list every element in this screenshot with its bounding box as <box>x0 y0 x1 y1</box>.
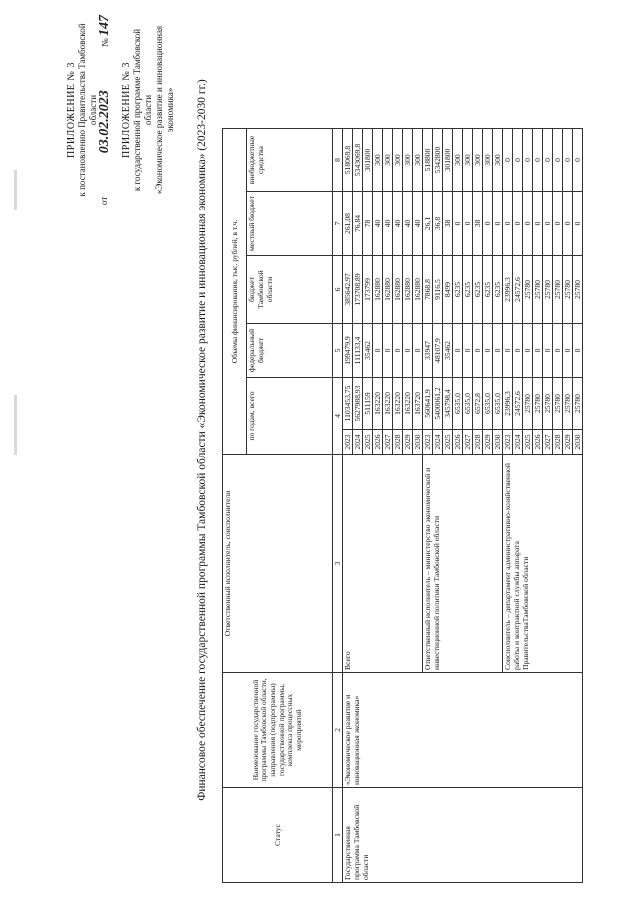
offbudget-cell: 300 <box>403 129 413 192</box>
regional-cell: 6235 <box>463 256 473 324</box>
local-cell: 0 <box>553 192 563 256</box>
column-number: 7 <box>333 192 343 256</box>
financing-table <box>222 128 583 883</box>
local-cell: 40 <box>413 192 423 256</box>
year-cell: 2028 <box>473 430 483 455</box>
total-cell: 25780 <box>543 378 553 430</box>
offbudget-cell: 300 <box>383 129 393 192</box>
offbudget-cell: 0 <box>563 129 573 192</box>
year-cell: 2030 <box>413 430 423 455</box>
offbudget-cell: 0 <box>523 129 533 192</box>
local-cell: 0 <box>563 192 573 256</box>
regional-cell: 25780 <box>563 256 573 324</box>
total-cell: 25780 <box>533 378 543 430</box>
executor-cell: Всего <box>343 455 423 673</box>
offbudget-cell: 300 <box>453 129 463 192</box>
header-regional: бюджет Тамбовской области <box>247 256 333 324</box>
total-cell: 5400061,2 <box>433 378 443 430</box>
federal-cell: 0 <box>413 324 423 378</box>
total-cell: 24572,6 <box>513 378 523 430</box>
year-cell: 2026 <box>373 430 383 455</box>
local-cell: 0 <box>453 192 463 256</box>
column-number: 4 <box>333 378 343 455</box>
local-cell: 36,8 <box>433 192 443 256</box>
federal-cell: 111133,4 <box>353 324 363 378</box>
header-volumes: Объемы финансирования, тыс. рублей, в т.ч. <box>223 129 247 455</box>
regional-cell: 385642,97 <box>343 256 353 324</box>
federal-cell: 0 <box>373 324 383 378</box>
total-cell: 6535,0 <box>463 378 473 430</box>
federal-cell: 0 <box>453 324 463 378</box>
local-cell: 0 <box>493 192 503 256</box>
number-prefix: № <box>100 38 110 47</box>
year-cell: 2029 <box>483 430 493 455</box>
year-cell: 2029 <box>563 430 573 455</box>
federal-cell: 0 <box>553 324 563 378</box>
appendix-title: ПРИЛОЖЕНИЕ № 3 <box>66 62 77 158</box>
total-cell: 1103453,75 <box>343 378 353 430</box>
regional-cell: 25780 <box>573 256 583 324</box>
federal-cell: 0 <box>533 324 543 378</box>
regional-cell: 162880 <box>413 256 423 324</box>
offbudget-cell: 0 <box>573 129 583 192</box>
federal-cell: 0 <box>523 324 533 378</box>
offbudget-cell: 300 <box>393 129 403 192</box>
column-number: 6 <box>333 256 343 324</box>
program-appendix-title: ПРИЛОЖЕНИЕ № 3 <box>121 62 132 158</box>
year-cell: 2029 <box>403 430 413 455</box>
year-cell: 2026 <box>453 430 463 455</box>
regional-cell: 6235 <box>483 256 493 324</box>
local-cell: 261,08 <box>343 192 353 256</box>
regional-cell: 6235 <box>473 256 483 324</box>
year-cell: 2030 <box>493 430 503 455</box>
local-cell: 40 <box>393 192 403 256</box>
regional-cell: 24572,6 <box>513 256 523 324</box>
total-cell: 163720 <box>413 378 423 430</box>
appendix-date-line <box>99 15 111 205</box>
column-number: 8 <box>333 129 343 192</box>
offbudget-cell: 0 <box>503 129 513 192</box>
offbudget-cell: 0 <box>533 129 543 192</box>
program-name-cell: «Экономическое развитие и инновационная экономика» <box>343 673 583 788</box>
regional-cell: 25780 <box>543 256 553 324</box>
year-cell: 2027 <box>543 430 553 455</box>
appendix-header <box>66 15 176 205</box>
federal-cell: 0 <box>563 324 573 378</box>
regional-cell: 6235 <box>453 256 463 324</box>
year-cell: 2026 <box>533 430 543 455</box>
local-cell: 76,84 <box>353 192 363 256</box>
header-executor: Ответственный исполнитель, соисполнители <box>223 455 333 673</box>
document-title: Финансовое обеспечение государственной программы Тамбовской области «Экономическое развитие и инновационная экономика» (2023-2030 гг.) <box>196 79 208 801</box>
year-cell: 2024 <box>513 430 523 455</box>
offbudget-cell: 0 <box>513 129 523 192</box>
year-cell: 2028 <box>553 430 563 455</box>
year-cell: 2027 <box>383 430 393 455</box>
year-cell: 2025 <box>363 430 373 455</box>
regional-cell: 23996,3 <box>503 256 513 324</box>
total-cell: 6535,0 <box>493 378 503 430</box>
total-cell: 511159 <box>363 378 373 430</box>
regional-cell: 6235 <box>493 256 503 324</box>
offbudget-cell: 300 <box>463 129 473 192</box>
year-cell: 2023 <box>423 430 433 455</box>
federal-cell: 35462 <box>443 324 453 378</box>
total-cell: 25780 <box>563 378 573 430</box>
year-cell: 2023 <box>343 430 353 455</box>
regional-cell: 173799 <box>363 256 373 324</box>
regional-cell: 173708,89 <box>353 256 363 324</box>
local-cell: 26,1 <box>423 192 433 256</box>
regional-cell: 162880 <box>373 256 383 324</box>
total-cell: 163220 <box>383 378 393 430</box>
regional-cell: 162880 <box>403 256 413 324</box>
offbudget-cell: 300 <box>483 129 493 192</box>
total-cell: 345798,4 <box>443 378 453 430</box>
handwritten-date: 03.02.2023 <box>97 90 112 154</box>
total-cell: 25780 <box>553 378 563 430</box>
local-cell: 0 <box>573 192 583 256</box>
total-cell: 6572,8 <box>473 378 483 430</box>
date-prefix: от <box>99 196 109 205</box>
federal-cell: 0 <box>473 324 483 378</box>
total-cell: 23996,3 <box>503 378 513 430</box>
status-cell: Государственная программа Тамбовской области <box>343 788 583 883</box>
federal-cell: 0 <box>573 324 583 378</box>
total-cell: 163220 <box>393 378 403 430</box>
regional-cell: 25780 <box>553 256 563 324</box>
local-cell: 40 <box>403 192 413 256</box>
local-cell: 78 <box>363 192 373 256</box>
offbudget-cell: 518800 <box>423 129 433 192</box>
regional-cell: 7868,8 <box>423 256 433 324</box>
year-cell: 2023 <box>503 430 513 455</box>
offbudget-cell: 0 <box>553 129 563 192</box>
local-cell: 0 <box>483 192 493 256</box>
offbudget-cell: 5342800 <box>433 129 443 192</box>
regional-cell: 8499 <box>443 256 453 324</box>
executor-cell: Соисполнитель – департамент административно-хозяйственной работы и контрактной службы аппарата ПравительстваТамбовской области <box>503 455 583 673</box>
regional-cell: 162880 <box>383 256 393 324</box>
year-cell: 2025 <box>523 430 533 455</box>
program-appendix-name: «Экономическое развитие и инновационная экономика» <box>154 25 175 195</box>
year-cell: 2024 <box>353 430 363 455</box>
total-cell: 6535,0 <box>453 378 463 430</box>
local-cell: 40 <box>383 192 393 256</box>
column-number: 1 <box>333 788 343 883</box>
local-cell: 38 <box>443 192 453 256</box>
federal-cell: 0 <box>513 324 523 378</box>
column-number: 2 <box>333 673 343 788</box>
total-cell: 560641,9 <box>423 378 433 430</box>
header-total: по годам, всего <box>247 378 333 455</box>
local-cell: 0 <box>503 192 513 256</box>
offbudget-cell: 300 <box>473 129 483 192</box>
offbudget-cell: 5343069,8 <box>353 129 363 192</box>
regional-cell: 25780 <box>533 256 543 324</box>
offbudget-cell: 300 <box>493 129 503 192</box>
federal-cell: 48107,9 <box>433 324 443 378</box>
executor-cell: Ответственный исполнитель – министерство экономической и инвестиционной политики Тамбовской области <box>423 455 503 673</box>
regional-cell: 25780 <box>523 256 533 324</box>
year-cell: 2024 <box>433 430 443 455</box>
federal-cell: 0 <box>493 324 503 378</box>
offbudget-cell: 0 <box>543 129 553 192</box>
local-cell: 0 <box>543 192 553 256</box>
regional-cell: 9116,5 <box>433 256 443 324</box>
total-cell: 5627988,93 <box>353 378 363 430</box>
local-cell: 38 <box>473 192 483 256</box>
total-cell: 25780 <box>523 378 533 430</box>
federal-cell: 35462 <box>363 324 373 378</box>
federal-cell: 0 <box>393 324 403 378</box>
header-status: Статус <box>223 788 333 883</box>
total-cell: 163220 <box>403 378 413 430</box>
federal-cell: 0 <box>463 324 473 378</box>
handwritten-number: 147 <box>97 15 112 37</box>
local-cell: 0 <box>523 192 533 256</box>
total-cell: 25780 <box>573 378 583 430</box>
federal-cell: 33947 <box>423 324 433 378</box>
offbudget-cell: 301800 <box>443 129 453 192</box>
appendix-decree-line: к постановлению Правительства Тамбовской области <box>77 23 98 197</box>
federal-cell: 0 <box>483 324 493 378</box>
offbudget-cell: 301800 <box>363 129 373 192</box>
federal-cell: 0 <box>503 324 513 378</box>
federal-cell: 199479,9 <box>343 324 353 378</box>
federal-cell: 0 <box>383 324 393 378</box>
offbudget-cell: 300 <box>373 129 383 192</box>
table-row <box>343 129 353 883</box>
local-cell: 40 <box>373 192 383 256</box>
regional-cell: 162880 <box>393 256 403 324</box>
federal-cell: 0 <box>543 324 553 378</box>
year-cell: 2025 <box>443 430 453 455</box>
header-local: местный бюджет <box>247 192 333 256</box>
year-cell: 2030 <box>573 430 583 455</box>
header-federal: федеральный бюджет <box>247 324 333 378</box>
column-number: 3 <box>333 455 343 673</box>
total-cell: 163220 <box>373 378 383 430</box>
year-cell: 2027 <box>463 430 473 455</box>
local-cell: 0 <box>513 192 523 256</box>
column-number: 5 <box>333 324 343 378</box>
total-cell: 6535,0 <box>483 378 493 430</box>
local-cell: 0 <box>463 192 473 256</box>
federal-cell: 0 <box>403 324 413 378</box>
header-name: Наименование государственной программы Тамбовской области, направления (подпрограммы) государственной программы, комплекса процессных мероприятий <box>223 673 333 788</box>
local-cell: 0 <box>533 192 543 256</box>
program-appendix-line: к государственной программе Тамбовской области <box>132 28 153 192</box>
header-offbudget: внебюджетные средства <box>247 129 333 192</box>
year-cell: 2028 <box>393 430 403 455</box>
offbudget-cell: 300 <box>413 129 423 192</box>
offbudget-cell: 518069,8 <box>343 129 353 192</box>
